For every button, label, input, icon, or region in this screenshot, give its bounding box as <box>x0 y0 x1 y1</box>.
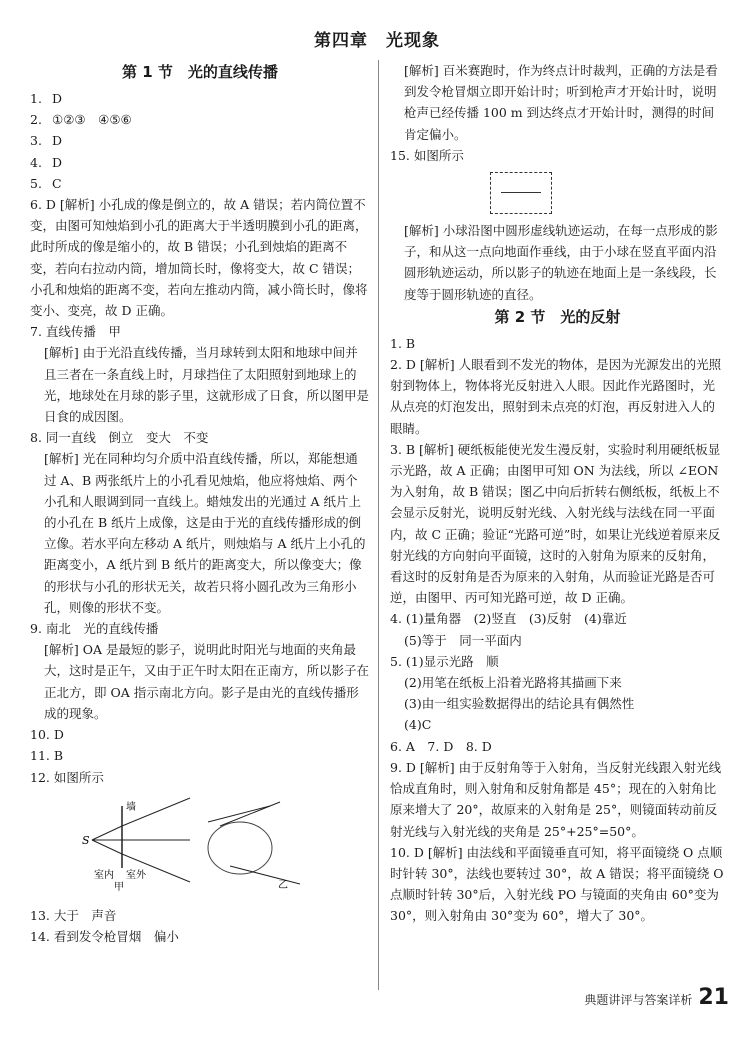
section-2-title: 第 2 节 光的反射 <box>494 307 621 326</box>
answer-q8: 8. 同一直线 倒立 变大 不变 <box>30 430 209 446</box>
section-1-title: 第 1 节 光的直线传播 <box>122 63 278 81</box>
analysis-q8: [解析] 光在同种均匀介质中沿直线传播，所以，郑能想通过 A、B 两张纸片上的小孔看见烛焰，他应将烛焰、两个小孔和人眼调到同一直线上。蜡烛发出的光通过 A 纸片上的小孔在 B 纸片上成像，这是由于光的直线传播形成的倒立像。若水平向左移动 A 纸片，则烛焰与 A 纸片上小孔的距离变小，A 纸片到 B 纸片的距离变大，所以像变大；像的形状与小孔的形状无关，故若只将小圆孔改为三角形小孔，则像的形状不变。 <box>44 451 366 615</box>
analysis-q15: [解析] 小球沿图中圆形虚线轨迹运动，在每一点形成的影子，和从这一点向地面作垂线，由于小球在竖直平面内沿圆形轨迹运动，所以影子的轨迹在地面上是一条线段，长度等于圆形轨迹的直径。 <box>404 223 718 302</box>
figure-q12 <box>80 796 370 897</box>
answer-item: 5. C <box>30 175 62 191</box>
page-footer <box>584 985 729 1010</box>
answer-q14: 14. 看到发令枪冒烟 偏小 <box>30 929 179 945</box>
analysis-q7: [解析] 由于光沿直线传播，当月球转到太阳和地球中间并且三者在一条直线上时，月球挡住了太阳照射到地球上的光，地球处在月球的影子里，这就形成了日食，所以图甲是日食的成因图。 <box>44 345 370 425</box>
answer-s2-q9: 9. D [解析] 由于反射角等于入射角，当反射光线跟入射光线恰成直角时，则入射角和反射角都是 45°；现在的入射角比原来增大了 20°，故原来的入射角是 25°，则镜面转动前反射光线与入射光线的夹角是 25°+25°=50°。 <box>390 759 722 839</box>
answer-s2-q5-part4: (4)C <box>404 717 432 733</box>
shadow-line <box>501 192 541 193</box>
fig-jia-label: 甲 <box>114 881 124 891</box>
answer-q12: 12. 如图所示 <box>30 769 104 785</box>
analysis-q9: [解析] OA 是最短的影子，说明此时阳光与地面的夹角最大，这时是正午，又由于正午时太阳在正南方，所以影子在正北方，即 OA 指示南北方向。影子是由光的直线传播形成的现象。 <box>44 642 370 721</box>
answer-q10: 10. D <box>30 727 64 743</box>
answer-s2-q6-8: 6. A 7. D 8. D <box>390 738 492 754</box>
shadow-diagram <box>80 796 310 891</box>
answer-item: 4. D <box>30 154 63 170</box>
answer-s2-q4-cont: (5)等于 同一平面内 <box>404 632 522 648</box>
answer-s2-q3: 3. B [解析] 硬纸板能使光发生漫反射，实验时利用硬纸板显示光路，故 A 正确；由图甲可知 ON 为法线，所以 ∠EON 为入射角，故 B 错误；图乙中向后折转右侧纸板，纸板上不会显示反射光，说明反射光线、入射光线与法线在同一平面内，故 C 正确；验证“光路可逆”时，如果让光线逆着原来反射光线的方向射向平面镜，这时的入射角为原来的反射角，看这时的反射角是否为原来的入射角，从而验证光路是否可逆，由图甲、丙可知光路可逆，故 D 正确。 <box>390 441 721 606</box>
answer-q7: 7. 直线传播 甲 <box>30 324 121 340</box>
figure-q15 <box>490 172 552 214</box>
indoor-label: 室内 <box>94 869 114 881</box>
wall-label: 墙 <box>126 801 136 813</box>
answer-q13: 13. 大于 声音 <box>30 907 117 923</box>
answer-s2-q1: 1. B <box>390 335 416 351</box>
answer-s2-q5-part3: (3)由一组实验数据得出的结论具有偶然性 <box>404 696 635 712</box>
answer-s2-q2: 2. D [解析] 人眼看到不发光的物体，是因为光源发出的光照射到物体上，物体将光反射进入人眼。因此作光路图时，光从点亮的灯泡发出，照射到未点亮的灯泡，再反射进入人的眼睛。 <box>390 357 722 436</box>
answer-s2-q5: 5. (1)显示光路 顺 <box>390 653 499 669</box>
page-number: 21 <box>698 985 729 1010</box>
chapter-title: 第四章 光现象 <box>314 31 440 51</box>
answer-q15: 15. 如图所示 <box>390 147 464 163</box>
right-column <box>390 60 725 927</box>
source-label: S <box>82 833 90 847</box>
footer-book-title: 典题讲评与答案详析 <box>584 993 693 1007</box>
left-column <box>30 60 370 947</box>
answer-item: 1. D <box>30 91 63 106</box>
outdoor-label: 室外 <box>126 869 146 881</box>
answer-q6: 6. D [解析] 小孔成的像是倒立的，故 A 错误；若内筒位置不变，由图可知烛焰到小孔的距离大于半透明膜到小孔的距离，此时所成的像是缩小的，故 B 错误；小孔到烛焰的距离不变，若向右拉动内筒，增加筒长时，像将变大，故 C 错误；小孔和烛焰的距离不变，若向左推动内筒，减小筒长时，像将变小、变亮，故 D 正确。 <box>30 197 368 319</box>
answer-item: 3. D <box>30 133 63 149</box>
answer-item: 2. ①②③ ④⑤⑥ <box>30 112 132 128</box>
analysis-q14: [解析] 百米赛跑时，作为终点计时裁判，正确的方法是看到发令枪冒烟立即开始计时；听到枪声才开始计时，说明枪声已经传播 100 m 到达终点才开始计时，测得的时间肯定偏小。 <box>404 63 718 142</box>
answer-q11: 11. B <box>30 748 64 764</box>
answer-s2-q10: 10. D [解析] 由法线和平面镜垂直可知，将平面镜绕 O 点顺时针转 30°，法线也要转过 30°，故 A 错误；将平面镜绕 O 点顺时针转 30°后，入射光线 PO 与镜面的夹角由 60°变为 30°，则入射角由 30°变为 60°，增大了 30°。 <box>390 844 724 924</box>
answer-s2-q4: 4. (1)量角器 (2)竖直 (3)反射 (4)靠近 <box>390 611 627 627</box>
answer-q9: 9. 南北 光的直线传播 <box>30 621 159 637</box>
fig-yi-label: 乙 <box>278 879 288 891</box>
answer-s2-q5-part2: (2)用笔在纸板上沿着光路将其描画下来 <box>404 675 622 691</box>
column-divider <box>378 60 379 990</box>
